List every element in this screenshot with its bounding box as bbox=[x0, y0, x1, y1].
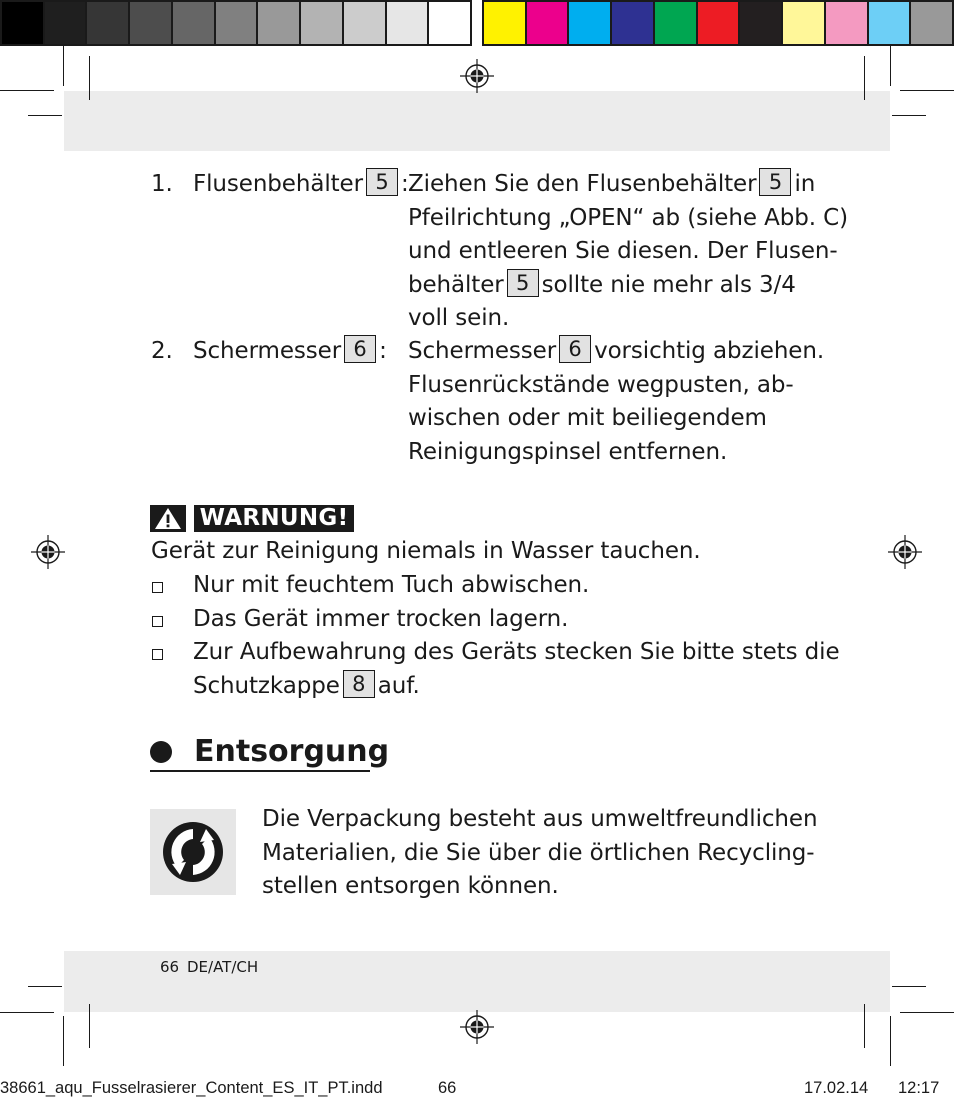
text-run: in bbox=[794, 171, 816, 197]
text-run: Pfeilrichtung „OPEN“ ab (siehe Abb. C) bbox=[408, 204, 848, 231]
crop-mark bbox=[89, 56, 90, 100]
step-colon: : bbox=[379, 338, 387, 364]
text-run: Das Gerät immer trocken lagern. bbox=[193, 605, 569, 632]
color-swatch bbox=[216, 2, 257, 44]
color-swatch bbox=[2, 2, 43, 44]
color-swatch bbox=[429, 2, 470, 44]
process-color-bar bbox=[482, 0, 954, 46]
text-line bbox=[262, 803, 817, 837]
step-colon: : bbox=[400, 171, 409, 197]
bullet-square-icon bbox=[152, 616, 163, 627]
registration-mark-icon bbox=[460, 59, 494, 93]
locale-label: DE/AT/CH bbox=[187, 958, 259, 976]
color-swatch bbox=[612, 2, 653, 44]
step-label-text: Schermesser bbox=[193, 338, 342, 364]
step-label bbox=[193, 335, 387, 369]
crop-mark bbox=[0, 90, 54, 91]
text-line bbox=[262, 837, 814, 871]
crop-mark bbox=[900, 90, 954, 91]
text-line bbox=[408, 302, 509, 336]
part-ref-box: 6 bbox=[344, 335, 376, 363]
text-run: und entleeren Sie diesen. Der Flusen- bbox=[408, 238, 838, 264]
bullet-square-icon bbox=[152, 649, 163, 660]
text-line bbox=[408, 335, 824, 369]
color-swatch bbox=[387, 2, 428, 44]
text-run: wischen oder mit beiliegendem bbox=[408, 405, 767, 431]
warning-text: Gerät zur Reinigung niemals in Wasser tauchen. bbox=[151, 538, 701, 564]
green-dot-recycling-icon bbox=[150, 809, 236, 895]
text-run: Materialien, die Sie über die örtlichen Recycling- bbox=[262, 839, 815, 866]
color-swatch bbox=[698, 2, 739, 44]
text-run: Zur Aufbewahrung des Geräts stecken Sie bitte stets die bbox=[193, 639, 840, 665]
registration-mark-icon bbox=[31, 535, 65, 569]
section-bullet-icon bbox=[150, 741, 172, 763]
color-swatch bbox=[45, 2, 86, 44]
text-line bbox=[408, 168, 815, 202]
part-ref-box: 5 bbox=[759, 168, 791, 196]
crop-mark bbox=[892, 986, 926, 987]
text-line bbox=[408, 369, 794, 403]
text-run: Schutzkappe bbox=[193, 672, 340, 699]
crop-mark bbox=[89, 1004, 90, 1048]
text-run: Reinigungspinsel entfernen. bbox=[408, 438, 728, 465]
color-swatch bbox=[484, 2, 525, 44]
part-ref-box: 5 bbox=[366, 168, 398, 196]
text-run: Flusenrückstände wegpusten, ab- bbox=[408, 371, 794, 398]
text-run: Ziehen Sie den Flusenbehälter bbox=[408, 171, 757, 197]
file-date: 17.02.14 bbox=[804, 1079, 869, 1097]
crop-mark bbox=[63, 1016, 64, 1066]
part-ref-box: 6 bbox=[559, 335, 591, 363]
color-swatch bbox=[655, 2, 696, 44]
crop-mark bbox=[28, 115, 62, 116]
text-line bbox=[408, 436, 727, 470]
color-swatch bbox=[911, 2, 952, 44]
step-label-text: Flusenbehälter bbox=[193, 171, 363, 197]
file-slug: 38661_aqu_Fusselrasierer_Content_ES_IT_PT.indd bbox=[0, 1079, 383, 1097]
color-swatch bbox=[783, 2, 824, 44]
color-swatch bbox=[344, 2, 385, 44]
step-label bbox=[193, 168, 409, 202]
color-swatch bbox=[869, 2, 910, 44]
text-run: sollte nie mehr als 3/4 bbox=[541, 271, 796, 298]
color-swatch bbox=[740, 2, 781, 44]
bullet-square-icon bbox=[152, 582, 163, 593]
section-heading: Entsorgung bbox=[194, 734, 390, 769]
text-run: stellen entsorgen können. bbox=[262, 873, 559, 899]
crop-mark bbox=[890, 1016, 891, 1066]
crop-mark bbox=[28, 986, 62, 987]
text-line bbox=[193, 670, 420, 704]
text-line bbox=[262, 870, 559, 904]
text-run: behälter bbox=[408, 271, 504, 298]
text-run: Nur mit feuchtem Tuch abwischen. bbox=[193, 572, 590, 598]
color-swatch bbox=[173, 2, 214, 44]
color-swatch bbox=[527, 2, 568, 44]
crop-mark bbox=[890, 46, 891, 86]
page-number: 66 bbox=[160, 958, 180, 976]
crop-mark bbox=[892, 115, 926, 116]
color-swatch bbox=[301, 2, 342, 44]
file-page: 66 bbox=[438, 1079, 457, 1097]
color-swatch bbox=[87, 2, 128, 44]
crop-mark bbox=[0, 1012, 54, 1013]
text-line bbox=[408, 202, 848, 236]
color-swatch bbox=[130, 2, 171, 44]
part-ref-box: 8 bbox=[343, 670, 375, 698]
text-line bbox=[193, 603, 568, 637]
color-swatch bbox=[826, 2, 867, 44]
registration-mark-icon bbox=[888, 535, 922, 569]
step-number: 1. bbox=[151, 171, 173, 197]
text-line bbox=[408, 402, 767, 436]
part-ref-box: 5 bbox=[507, 269, 539, 297]
text-run: auf. bbox=[377, 672, 420, 699]
text-line bbox=[193, 569, 589, 603]
text-line bbox=[408, 269, 796, 303]
registration-mark-icon bbox=[460, 1010, 494, 1044]
warning-icon bbox=[150, 505, 186, 532]
text-line bbox=[193, 636, 840, 670]
file-time: 12:17 bbox=[898, 1079, 940, 1097]
text-run: voll sein. bbox=[408, 305, 510, 331]
crop-mark bbox=[864, 1004, 865, 1048]
text-run: Schermesser bbox=[408, 338, 557, 364]
text-run: Die Verpackung besteht aus umweltfreundlichen bbox=[262, 806, 818, 832]
crop-mark bbox=[900, 1012, 954, 1013]
header-band bbox=[64, 91, 890, 151]
heading-underline bbox=[150, 770, 370, 772]
grayscale-color-bar bbox=[0, 0, 472, 46]
text-line bbox=[408, 235, 838, 269]
crop-mark bbox=[864, 56, 865, 100]
color-swatch bbox=[258, 2, 299, 44]
text-run: vorsichtig abziehen. bbox=[594, 338, 825, 364]
step-number: 2. bbox=[151, 338, 173, 364]
warning-label: WARNUNG! bbox=[194, 505, 354, 532]
crop-mark bbox=[63, 46, 64, 86]
color-swatch bbox=[569, 2, 610, 44]
